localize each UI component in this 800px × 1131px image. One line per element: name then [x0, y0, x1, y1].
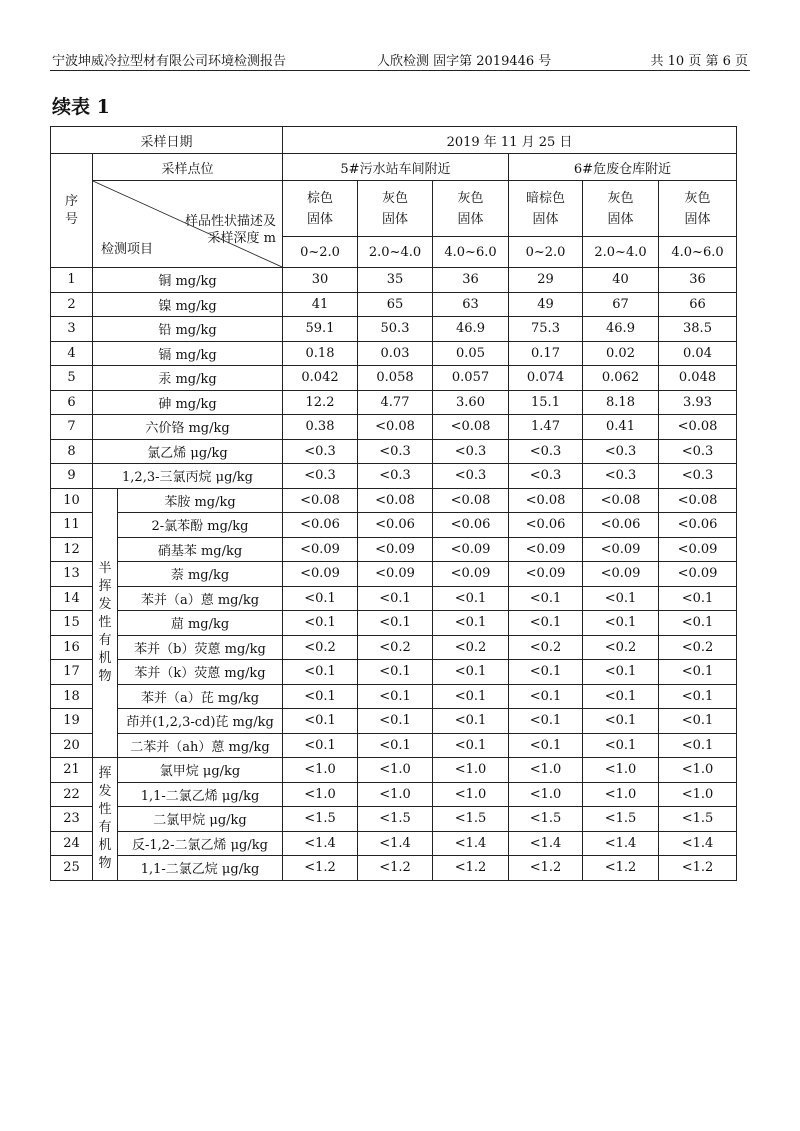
result-value: <0.1 — [583, 709, 659, 734]
result-value: <0.3 — [283, 464, 358, 489]
row-number: 25 — [51, 856, 93, 881]
row-number: 19 — [51, 709, 93, 734]
row-number: 12 — [51, 537, 93, 562]
result-value: <0.08 — [583, 488, 659, 513]
result-value: <0.1 — [283, 684, 358, 709]
sample-depth: 2.0~4.0 — [583, 237, 659, 268]
result-value: <0.1 — [509, 684, 583, 709]
result-value: 0.042 — [283, 366, 358, 391]
result-value: <0.1 — [659, 611, 737, 636]
result-value: 50.3 — [358, 317, 433, 342]
result-value: 46.9 — [433, 317, 509, 342]
result-value: <1.4 — [433, 831, 509, 856]
result-value: 0.03 — [358, 341, 433, 366]
table-row — [51, 464, 737, 489]
row-number: 4 — [51, 341, 93, 366]
result-value: <1.0 — [433, 782, 509, 807]
test-item: 砷 mg/kg — [93, 390, 283, 415]
sampling-date-label: 采样日期 — [51, 127, 283, 154]
test-item: 苯并（a）芘 mg/kg — [118, 684, 283, 709]
test-item: 汞 mg/kg — [93, 366, 283, 391]
test-item: 二苯并（ah）蒽 mg/kg — [118, 733, 283, 758]
row-number: 24 — [51, 831, 93, 856]
result-value: <0.1 — [509, 709, 583, 734]
result-value: 4.77 — [358, 390, 433, 415]
diag-top-label: 样品性状描述及 采样深度 m — [184, 214, 276, 246]
result-value: <1.2 — [659, 856, 737, 881]
test-item: 铅 mg/kg — [93, 317, 283, 342]
result-value: <0.2 — [283, 635, 358, 660]
result-value: <0.3 — [509, 439, 583, 464]
result-value: 0.18 — [283, 341, 358, 366]
row-number: 8 — [51, 439, 93, 464]
result-value: <0.3 — [583, 439, 659, 464]
result-value: 0.17 — [509, 341, 583, 366]
result-value: <1.0 — [358, 758, 433, 783]
result-value: 0.074 — [509, 366, 583, 391]
result-value: <0.1 — [358, 586, 433, 611]
result-value: <0.09 — [358, 537, 433, 562]
row-number: 17 — [51, 660, 93, 685]
result-value: <1.0 — [358, 782, 433, 807]
result-value: 0.048 — [659, 366, 737, 391]
sample-depth: 4.0~6.0 — [659, 237, 737, 268]
result-value: <0.09 — [283, 537, 358, 562]
result-value: <1.0 — [659, 782, 737, 807]
table-row — [51, 635, 737, 660]
table-row — [51, 366, 737, 391]
test-item: 氯乙烯 μg/kg — [93, 439, 283, 464]
page-count: 共 10 页 第 6 页 — [650, 54, 748, 69]
row-number: 22 — [51, 782, 93, 807]
result-value: <0.09 — [509, 562, 583, 587]
table-row — [51, 660, 737, 685]
table-row — [51, 268, 737, 293]
result-value: <0.3 — [358, 464, 433, 489]
row-number: 14 — [51, 586, 93, 611]
result-value: <1.4 — [283, 831, 358, 856]
location-2: 6#危废仓库附近 — [509, 154, 737, 181]
result-value: <0.1 — [659, 586, 737, 611]
test-item: 硝基苯 mg/kg — [118, 537, 283, 562]
result-value: 75.3 — [509, 317, 583, 342]
result-value: <0.1 — [358, 709, 433, 734]
result-value: 65 — [358, 292, 433, 317]
result-value: <0.1 — [659, 709, 737, 734]
result-value: <0.09 — [659, 537, 737, 562]
sample-description: 灰色 固体 — [358, 181, 433, 237]
result-value: <0.1 — [433, 586, 509, 611]
result-value: <1.4 — [358, 831, 433, 856]
sample-depth: 2.0~4.0 — [358, 237, 433, 268]
result-value: 30 — [283, 268, 358, 293]
result-value: <0.1 — [583, 660, 659, 685]
table-row — [51, 733, 737, 758]
sample-description: 灰色 固体 — [659, 181, 737, 237]
table-row — [51, 586, 737, 611]
result-value: <1.2 — [509, 856, 583, 881]
result-value: 0.41 — [583, 415, 659, 440]
result-value: <0.1 — [358, 660, 433, 685]
table-row — [51, 856, 737, 881]
sample-depth: 0~2.0 — [283, 237, 358, 268]
sample-description: 暗棕色 固体 — [509, 181, 583, 237]
result-value: <0.08 — [358, 488, 433, 513]
report-number: 人欣检测 固字第 2019446 号 — [377, 54, 552, 69]
test-item: 茚并(1,2,3-cd)芘 mg/kg — [118, 709, 283, 734]
result-value: <0.3 — [358, 439, 433, 464]
result-value: <0.3 — [659, 439, 737, 464]
result-value: <0.08 — [358, 415, 433, 440]
result-value: <0.1 — [659, 684, 737, 709]
sample-description: 灰色 固体 — [583, 181, 659, 237]
result-value: <0.06 — [433, 513, 509, 538]
test-item: 镉 mg/kg — [93, 341, 283, 366]
page-title: 续表 1 — [52, 96, 110, 118]
sample-depth: 4.0~6.0 — [433, 237, 509, 268]
result-value: <0.1 — [509, 660, 583, 685]
result-value: <0.2 — [509, 635, 583, 660]
result-value: <1.5 — [433, 807, 509, 832]
result-value: 15.1 — [509, 390, 583, 415]
test-item: 1,1-二氯乙烯 μg/kg — [118, 782, 283, 807]
result-value: 41 — [283, 292, 358, 317]
result-value: <0.2 — [659, 635, 737, 660]
result-value: <0.1 — [358, 684, 433, 709]
result-value: 1.47 — [509, 415, 583, 440]
result-value: <1.0 — [509, 782, 583, 807]
result-value: <1.2 — [283, 856, 358, 881]
table-row — [51, 758, 737, 783]
sample-description: 棕色 固体 — [283, 181, 358, 237]
table-row — [51, 831, 737, 856]
result-value: <1.4 — [509, 831, 583, 856]
result-value: <0.06 — [358, 513, 433, 538]
test-item: 苯并（b）荧蒽 mg/kg — [118, 635, 283, 660]
result-value: <1.0 — [509, 758, 583, 783]
result-value: <0.1 — [509, 611, 583, 636]
result-value: 63 — [433, 292, 509, 317]
result-value: 49 — [509, 292, 583, 317]
result-value: <0.1 — [433, 684, 509, 709]
row-number: 18 — [51, 684, 93, 709]
result-value: 59.1 — [283, 317, 358, 342]
result-value: <0.3 — [509, 464, 583, 489]
table-row — [51, 439, 737, 464]
row-number: 7 — [51, 415, 93, 440]
result-value: <1.4 — [583, 831, 659, 856]
result-value: <0.1 — [583, 586, 659, 611]
table-row — [51, 537, 737, 562]
result-value: <0.1 — [283, 586, 358, 611]
result-value: 46.9 — [583, 317, 659, 342]
result-value: <0.1 — [509, 586, 583, 611]
sample-description: 灰色 固体 — [433, 181, 509, 237]
test-item: 苯并（a）蒽 mg/kg — [118, 586, 283, 611]
result-value: <0.08 — [659, 488, 737, 513]
result-value: <0.2 — [433, 635, 509, 660]
test-item: 苯胺 mg/kg — [118, 488, 283, 513]
diag-bottom-label: 检测项目 — [101, 242, 154, 257]
result-value: <0.09 — [358, 562, 433, 587]
result-value: <0.3 — [659, 464, 737, 489]
report-company-title: 宁波坤威冷拉型材有限公司环境检测报告 — [52, 54, 287, 69]
result-value: <0.06 — [583, 513, 659, 538]
result-value: 36 — [659, 268, 737, 293]
result-value: 0.38 — [283, 415, 358, 440]
result-value: <0.09 — [583, 537, 659, 562]
table-row — [51, 782, 737, 807]
result-value: <0.1 — [283, 709, 358, 734]
table-row — [51, 562, 737, 587]
result-value: 0.05 — [433, 341, 509, 366]
row-number: 11 — [51, 513, 93, 538]
row-number: 13 — [51, 562, 93, 587]
result-value: <0.2 — [583, 635, 659, 660]
result-value: <0.1 — [509, 733, 583, 758]
sampling-date-value: 2019 年 11 月 25 日 — [283, 127, 737, 154]
result-value: 0.057 — [433, 366, 509, 391]
result-value: <1.5 — [509, 807, 583, 832]
table-row — [51, 611, 737, 636]
test-item: 二氯甲烷 μg/kg — [118, 807, 283, 832]
row-number: 16 — [51, 635, 93, 660]
result-value: <0.1 — [283, 660, 358, 685]
result-value: <1.5 — [583, 807, 659, 832]
test-item: 氯甲烷 μg/kg — [118, 758, 283, 783]
sample-depth: 0~2.0 — [509, 237, 583, 268]
result-value: 0.02 — [583, 341, 659, 366]
result-value: <0.09 — [433, 537, 509, 562]
row-number: 9 — [51, 464, 93, 489]
result-value: <1.2 — [583, 856, 659, 881]
result-value: <0.2 — [358, 635, 433, 660]
test-item: 苯并（k）荧蒽 mg/kg — [118, 660, 283, 685]
page-header — [52, 50, 748, 70]
row-number: 6 — [51, 390, 93, 415]
row-number: 2 — [51, 292, 93, 317]
result-value: 8.18 — [583, 390, 659, 415]
test-item: 萘 mg/kg — [118, 562, 283, 587]
result-value: <0.1 — [433, 733, 509, 758]
result-value: <0.1 — [659, 733, 737, 758]
table-row — [51, 317, 737, 342]
result-value: 0.04 — [659, 341, 737, 366]
result-value: <0.3 — [583, 464, 659, 489]
row-number: 21 — [51, 758, 93, 783]
table-row — [51, 390, 737, 415]
result-value: <1.0 — [283, 782, 358, 807]
row-number: 23 — [51, 807, 93, 832]
result-value: <0.1 — [659, 660, 737, 685]
group-label: 半 挥 发 性 有 机 物 — [93, 488, 118, 758]
result-value: <0.1 — [283, 611, 358, 636]
result-value: <0.3 — [433, 464, 509, 489]
test-item: 1,2,3-三氯丙烷 μg/kg — [93, 464, 283, 489]
test-item: 铜 mg/kg — [93, 268, 283, 293]
result-value: <1.0 — [433, 758, 509, 783]
result-value: <0.08 — [433, 488, 509, 513]
result-value: 40 — [583, 268, 659, 293]
result-value: <1.0 — [283, 758, 358, 783]
results-table — [50, 126, 737, 881]
result-value: <0.1 — [433, 660, 509, 685]
test-item: 䓛 mg/kg — [118, 611, 283, 636]
result-value: <0.06 — [509, 513, 583, 538]
result-value: <1.0 — [583, 782, 659, 807]
test-item: 镍 mg/kg — [93, 292, 283, 317]
table-row — [51, 341, 737, 366]
result-value: <0.1 — [358, 733, 433, 758]
result-value: 12.2 — [283, 390, 358, 415]
result-value: 66 — [659, 292, 737, 317]
result-value: 67 — [583, 292, 659, 317]
table-row — [51, 292, 737, 317]
result-value: <1.5 — [358, 807, 433, 832]
result-value: 29 — [509, 268, 583, 293]
header-divider — [50, 70, 750, 71]
result-value: 3.60 — [433, 390, 509, 415]
result-value: <1.4 — [659, 831, 737, 856]
result-value: <0.08 — [283, 488, 358, 513]
result-value: <1.2 — [433, 856, 509, 881]
result-value: <1.0 — [659, 758, 737, 783]
test-item: 反-1,2-二氯乙烯 μg/kg — [118, 831, 283, 856]
result-value: <1.5 — [659, 807, 737, 832]
table-row — [51, 488, 737, 513]
row-number: 15 — [51, 611, 93, 636]
result-value: <1.0 — [583, 758, 659, 783]
result-value: <1.5 — [283, 807, 358, 832]
group-label: 挥 发 性 有 机 物 — [93, 758, 118, 881]
result-value: <0.08 — [659, 415, 737, 440]
result-value: 0.058 — [358, 366, 433, 391]
row-number: 20 — [51, 733, 93, 758]
row-number: 3 — [51, 317, 93, 342]
result-value: 36 — [433, 268, 509, 293]
result-value: <0.09 — [509, 537, 583, 562]
result-value: <0.1 — [583, 733, 659, 758]
result-value: <0.09 — [659, 562, 737, 587]
sampling-point-label: 采样点位 — [93, 154, 283, 181]
result-value: <0.08 — [509, 488, 583, 513]
result-value: 0.062 — [583, 366, 659, 391]
result-value: 35 — [358, 268, 433, 293]
table-row — [51, 684, 737, 709]
result-value: <0.1 — [583, 684, 659, 709]
result-value: <0.1 — [283, 733, 358, 758]
result-value: <1.2 — [358, 856, 433, 881]
result-value: 38.5 — [659, 317, 737, 342]
row-number: 1 — [51, 268, 93, 293]
result-value: <0.06 — [283, 513, 358, 538]
result-value: <0.1 — [433, 709, 509, 734]
result-value: <0.1 — [433, 611, 509, 636]
test-item: 2-氯苯酚 mg/kg — [118, 513, 283, 538]
seq-header: 序 号 — [51, 154, 93, 268]
result-value: <0.3 — [433, 439, 509, 464]
table-row — [51, 709, 737, 734]
result-value: 3.93 — [659, 390, 737, 415]
test-item: 1,1-二氯乙烷 μg/kg — [118, 856, 283, 881]
result-value: <0.1 — [358, 611, 433, 636]
result-value: <0.09 — [433, 562, 509, 587]
result-value: <0.09 — [583, 562, 659, 587]
result-value: <0.08 — [433, 415, 509, 440]
row-number: 10 — [51, 488, 93, 513]
table-row — [51, 415, 737, 440]
location-1: 5#污水站车间附近 — [283, 154, 509, 181]
diagonal-header-cell — [93, 181, 283, 268]
result-value: <0.06 — [659, 513, 737, 538]
result-value: <0.1 — [583, 611, 659, 636]
result-value: <0.09 — [283, 562, 358, 587]
result-value: <0.3 — [283, 439, 358, 464]
row-number: 5 — [51, 366, 93, 391]
table-row — [51, 807, 737, 832]
test-item: 六价铬 mg/kg — [93, 415, 283, 440]
table-row — [51, 513, 737, 538]
